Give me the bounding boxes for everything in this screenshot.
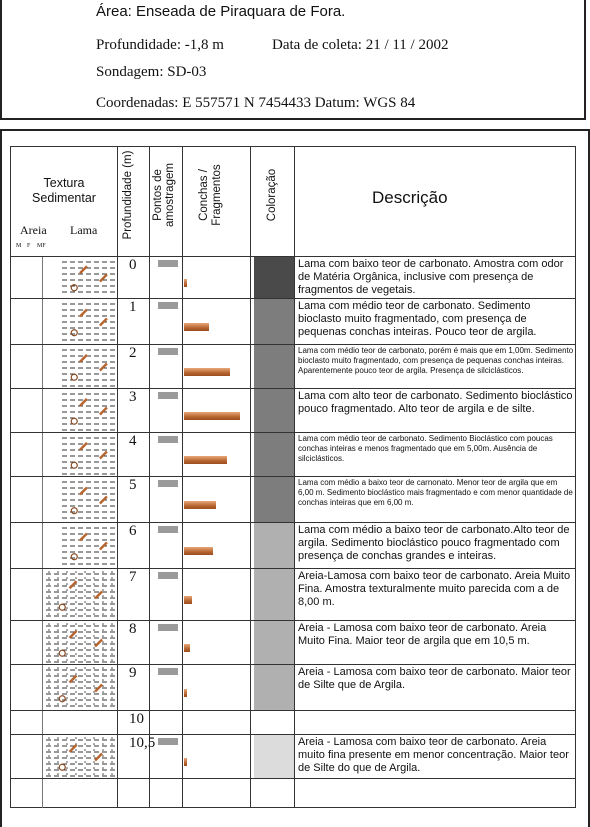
sediment-color-swatch — [254, 523, 294, 568]
depth-label: 8 — [129, 621, 137, 637]
core-log-table — [10, 146, 576, 808]
sample-point-marker — [158, 392, 178, 399]
shell-fraction-bar — [184, 279, 187, 287]
lithology-cell — [60, 345, 117, 388]
description-cell: Lama com médio teor de carbonato. Sedimento Bioclástico com poucas conchas inteiras e menos fragmentado que em 5,00m. Ausência de silciclásticos. — [298, 434, 553, 463]
lithology-pattern — [60, 257, 117, 298]
sample-point-marker — [158, 302, 178, 309]
shell-fraction-bar — [184, 501, 216, 509]
lithology-pattern — [44, 569, 117, 620]
description-header: Descrição — [372, 188, 448, 207]
lithology-pattern — [44, 735, 117, 778]
row-divider — [10, 778, 576, 779]
survey-id: Sondagem: SD-03 — [96, 64, 207, 80]
lithology-cell — [44, 569, 117, 620]
sample-point-marker — [158, 436, 178, 443]
lithology-cell — [44, 665, 117, 710]
lithology-pattern — [44, 665, 117, 710]
sediment-color-swatch — [254, 621, 294, 664]
depth-label: 3 — [129, 389, 137, 405]
lithology-pattern — [60, 477, 117, 522]
sample-point-marker — [158, 624, 178, 631]
depth-label: 2 — [129, 345, 137, 361]
lithology-cell — [44, 621, 117, 664]
sediment-color-swatch — [254, 569, 294, 620]
col-divider — [117, 146, 118, 808]
area-title: Área: Enseada de Piraquara de Fora. — [96, 3, 346, 20]
sample-point-marker — [158, 260, 178, 267]
shell-fraction-bar — [184, 323, 209, 331]
description-cell: Areia-Lamosa com baixo teor de carbonato. Areia Muito Fina. Amostra texturalmente muito parecida com a de 8,00 m. — [298, 570, 571, 608]
shells-header: Conchas / Fragmentos — [198, 164, 223, 226]
lithology-pattern — [60, 345, 117, 388]
description-cell: Areia - Lamosa com baixo teor de carbonato. Areia muito fina presente em menor concentração. Maior teor de Silte do que de Argila. — [298, 736, 569, 774]
description-cell: Areia - Lamosa com baixo teor de carbonato. Areia Muito Fina. Maior teor de argila que em 10,5 m. — [298, 622, 547, 647]
sediment-color-swatch — [254, 433, 294, 476]
sediment-color-swatch — [254, 345, 294, 388]
coordinates: Coordenadas: E 557571 N 7454433 Datum: WGS 84 — [96, 95, 416, 111]
sand-header: Areia — [20, 223, 47, 237]
description-cell: Lama com médio a baixo teor de carbonato.Alto teor de argila. Sedimento bioclástico pouco fragmentado com presença de conchas grandes e inteiras. — [298, 524, 570, 562]
lithology-cell — [60, 477, 117, 522]
sample-point-marker — [158, 668, 178, 675]
mud-header: Lama — [70, 223, 98, 237]
lithology-cell — [60, 299, 117, 344]
lithology-cell — [60, 523, 117, 568]
lithology-cell — [60, 433, 117, 476]
depth-label: 5 — [129, 477, 137, 493]
lithology-pattern — [44, 621, 117, 664]
sand-grade-m: M — [16, 243, 22, 249]
lithology-cell — [60, 389, 117, 432]
shell-fraction-bar — [184, 596, 192, 604]
sediment-color-swatch — [254, 257, 294, 298]
sampling-header: Pontos de amostragem — [152, 163, 176, 227]
lithology-pattern — [60, 523, 117, 568]
shell-fraction-bar — [184, 456, 227, 464]
shell-fraction-bar — [184, 368, 230, 376]
collection-depth: Profundidade: -1,8 m — [96, 37, 224, 53]
lithology-cell — [60, 257, 117, 298]
sample-point-marker — [158, 348, 178, 355]
lithology-cell — [44, 735, 117, 778]
shell-fraction-bar — [184, 644, 190, 652]
sand-grade-mf: MF — [37, 243, 46, 249]
sediment-color-swatch — [254, 735, 294, 778]
depth-header: Profundidade (m) — [122, 150, 134, 240]
shell-fraction-bar — [184, 689, 187, 697]
col-divider — [149, 146, 150, 808]
depth-label: 7 — [129, 569, 137, 585]
col-divider-sand — [42, 256, 43, 808]
lithology-pattern — [60, 433, 117, 476]
depth-label: 10 — [129, 711, 144, 727]
col-divider — [250, 146, 251, 808]
collection-date: Data de coleta: 21 / 11 / 2002 — [272, 37, 449, 53]
sample-point-marker — [158, 526, 178, 533]
sediment-color-swatch — [254, 477, 294, 522]
texture-header: Textura Sedimentar — [32, 176, 96, 205]
shell-fraction-bar — [184, 758, 187, 766]
description-cell: Lama com médio teor de carbonato. Sedimento bioclasto muito fragmentado, com presença de pequenas conchas inteiras. Pouco teor de argila. — [298, 300, 537, 338]
shell-fraction-bar — [184, 547, 213, 555]
shell-fraction-bar — [184, 412, 240, 420]
sediment-color-swatch — [254, 299, 294, 344]
color-header: Coloração — [266, 168, 278, 222]
lithology-pattern — [60, 389, 117, 432]
sample-point-marker — [158, 480, 178, 487]
sample-point-marker — [158, 572, 178, 579]
col-divider — [182, 146, 183, 808]
col-divider — [294, 146, 295, 808]
description-cell: Lama com baixo teor de carbonato. Amostra com odor de Matéria Orgânica, inclusive com presença de fragmentos de vegetais. — [298, 258, 564, 296]
sediment-color-swatch — [254, 389, 294, 432]
lithology-pattern — [60, 299, 117, 344]
description-cell: Lama com alto teor de carbonato. Sedimento bioclástico pouco fragmentado. Alto teor de argila e de silte. — [298, 390, 573, 415]
header-panel — [0, 0, 586, 120]
depth-label: 10,5 — [129, 735, 156, 751]
depth-label: 6 — [129, 523, 137, 539]
description-cell: Lama com médio a baixo teor de carnonato. Menor teor de argila que em 6,00 m. Sedimento bioclástico mais fragmentado e com menor quantidade de conchas inteiras que em 6,00 m. — [298, 478, 573, 507]
depth-label: 0 — [129, 257, 137, 273]
depth-label: 9 — [129, 665, 137, 681]
description-cell: Areia - Lamosa com baixo teor de carbonato. Maior teor de Silte que de Argila. — [298, 666, 571, 691]
sediment-color-swatch — [254, 665, 294, 710]
sand-grade-f: F — [27, 243, 31, 249]
row-divider — [10, 710, 576, 711]
depth-label: 1 — [129, 299, 137, 315]
sample-point-marker — [158, 738, 178, 745]
description-cell: Lama com médio teor de carbonato, porém é mais que em 1,00m. Sedimento bioclasto muito fragmentado, com presença de pequenas conchas inteiras. Aparentemente pouco teor de argila. Presença de silciclásticos. — [298, 346, 574, 375]
depth-label: 4 — [129, 433, 137, 449]
